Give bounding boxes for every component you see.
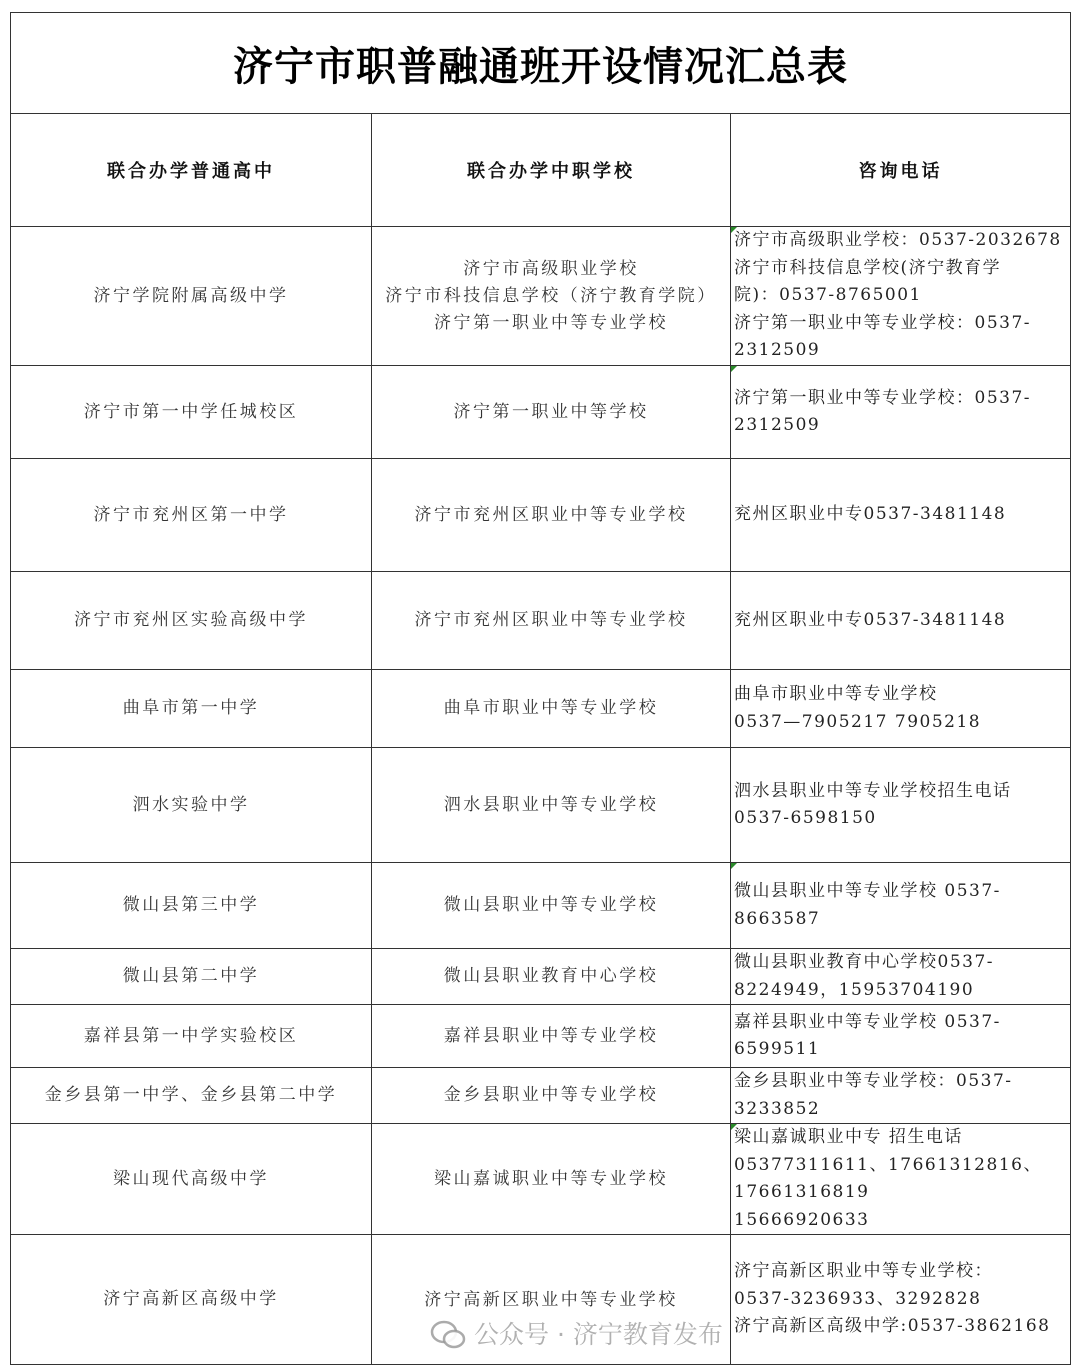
phone-line: 2312509: [734, 415, 821, 435]
phone-line: 济宁市科技信息学校(济宁教育学: [734, 257, 1002, 278]
table-row: [11, 227, 1071, 366]
phone-line: 济宁市高级职业学校：0537-2032678: [734, 230, 1062, 251]
high-school-cell: 济宁高新区高级中学: [11, 1235, 372, 1365]
cell-comment-marker: [731, 227, 737, 233]
high-school-cell: 梁山现代高级中学: [11, 1124, 372, 1235]
vocational-cell: [372, 459, 731, 572]
high-school-cell: 微山县第三中学: [11, 863, 372, 949]
header-high-school: 联合办学普通高中: [11, 114, 372, 227]
phone-cell: [731, 670, 1071, 748]
table-row: [11, 1124, 1071, 1235]
vocational-school: 济宁第一职业中等专业学校: [434, 312, 668, 333]
high-school-cell: 济宁市兖州区实验高级中学: [11, 572, 372, 670]
high-school-cell: 济宁市第一中学任城校区: [11, 366, 372, 459]
phone-line: 微山县职业中等专业学校 0537-: [734, 881, 1001, 901]
vocational-cell: [372, 227, 731, 366]
vocational-cell: [372, 1124, 731, 1235]
high-school-cell: 泗水实验中学: [11, 748, 372, 863]
table-row: [11, 572, 1071, 670]
phone-line: 济宁高新区职业中等专业学校：: [734, 1261, 993, 1282]
cell-comment-marker: [731, 1124, 737, 1130]
phone-line: 嘉祥县职业中等专业学校 0537-: [734, 1011, 1001, 1032]
vocational-school: 济宁市高级职业学校: [463, 258, 639, 279]
high-school-cell: 济宁学院附属高级中学: [11, 227, 372, 366]
vocational-school: 曲阜市职业中等专业学校: [443, 698, 659, 718]
vocational-school: 梁山嘉诚职业中等专业学校: [434, 1168, 668, 1189]
phone-cell: [731, 748, 1071, 863]
phone-line: 0537-6598150: [734, 808, 877, 828]
phone-line: 院)：0537-8765001: [734, 285, 922, 306]
summary-table: [10, 12, 1071, 1365]
table-row: [11, 1005, 1071, 1068]
header-vocational: 联合办学中职学校: [372, 114, 731, 227]
phone-line: 6599511: [734, 1039, 821, 1059]
phone-line: 济宁第一职业中等专业学校：0537-: [734, 387, 1032, 408]
vocational-school: 泗水县职业中等专业学校: [443, 794, 659, 815]
high-school-cell: 曲阜市第一中学: [11, 670, 372, 748]
vocational-school: 微山县职业教育中心学校: [443, 966, 659, 986]
high-school-cell: 济宁市兖州区第一中学: [11, 459, 372, 572]
vocational-school: 济宁市兖州区职业中等专业学校: [414, 504, 688, 525]
phone-cell: [731, 1005, 1071, 1068]
vocational-school: 济宁市兖州区职业中等专业学校: [414, 610, 688, 630]
table-row: [11, 863, 1071, 949]
phone-line: 0537—7905217 7905218: [734, 711, 982, 732]
table-row: [11, 366, 1071, 459]
high-school-cell: 嘉祥县第一中学实验校区: [11, 1005, 372, 1068]
header-phone: 咨询电话: [731, 114, 1071, 227]
table-row: [11, 1068, 1071, 1124]
table-row: [11, 670, 1071, 748]
phone-line: 兖州区职业中专0537-3481148: [734, 609, 1007, 630]
table-row: [11, 459, 1071, 572]
phone-cell: [731, 1235, 1071, 1365]
phone-cell: [731, 366, 1071, 459]
vocational-school: 嘉祥县职业中等专业学校: [443, 1025, 659, 1046]
vocational-cell: [372, 863, 731, 949]
vocational-cell: [372, 1005, 731, 1068]
phone-cell: [731, 1124, 1071, 1235]
vocational-school: 微山县职业中等专业学校: [443, 895, 659, 915]
vocational-cell: [372, 949, 731, 1005]
high-school-cell: 金乡县第一中学、金乡县第二中学: [11, 1068, 372, 1124]
table-row: [11, 949, 1071, 1005]
vocational-school: 济宁第一职业中等学校: [453, 401, 649, 422]
phone-cell: [731, 572, 1071, 670]
vocational-school: 金乡县职业中等专业学校: [443, 1085, 659, 1105]
vocational-cell: [372, 572, 731, 670]
phone-line: 泗水县职业中等专业学校招生电话: [734, 780, 1012, 801]
table-title: 济宁市职普融通班开设情况汇总表: [11, 13, 1071, 114]
phone-line: 17661316819: [734, 1182, 870, 1202]
wechat-icon: [430, 1320, 466, 1350]
phone-line: 0537-3236933、3292828: [734, 1288, 982, 1309]
phone-cell: [731, 459, 1071, 572]
phone-line: 曲阜市职业中等专业学校: [734, 684, 938, 704]
phone-line: 济宁第一职业中等专业学校：0537-: [734, 312, 1032, 333]
phone-line: 8663587: [734, 908, 821, 929]
phone-line: 微山县职业教育中心学校0537-: [734, 952, 995, 972]
cell-comment-marker: [731, 366, 737, 372]
watermark-text: 公众号 · 济宁教育发布: [474, 1320, 723, 1349]
phone-cell: [731, 949, 1071, 1005]
table-row: [11, 748, 1071, 863]
phone-line: 金乡县职业中等专业学校：0537-: [734, 1071, 1013, 1091]
vocational-school: 济宁高新区职业中等专业学校: [424, 1290, 678, 1310]
phone-line: 3233852: [734, 1098, 821, 1119]
phone-line: 兖州区职业中专0537-3481148: [734, 504, 1007, 525]
vocational-school: 济宁市科技信息学校（济宁教育学院）: [385, 285, 717, 306]
vocational-cell: [372, 748, 731, 863]
phone-line: 梁山嘉诚职业中专 招生电话: [734, 1127, 963, 1147]
cell-comment-marker: [731, 863, 737, 869]
vocational-cell: [372, 670, 731, 748]
phone-cell: [731, 1068, 1071, 1124]
phone-line: 05377311611、17661312816、: [734, 1154, 1042, 1175]
phone-line: 2312509: [734, 340, 821, 361]
phone-cell: [731, 227, 1071, 366]
phone-line: 15666920633: [734, 1209, 870, 1230]
phone-cell: [731, 863, 1071, 949]
vocational-cell: [372, 1068, 731, 1124]
phone-line: 济宁高新区高级中学:0537-3862168: [734, 1316, 1051, 1337]
high-school-cell: 微山县第二中学: [11, 949, 372, 1005]
phone-line: 8224949，15953704190: [734, 979, 975, 1000]
vocational-cell: [372, 366, 731, 459]
watermark: [430, 1320, 723, 1350]
